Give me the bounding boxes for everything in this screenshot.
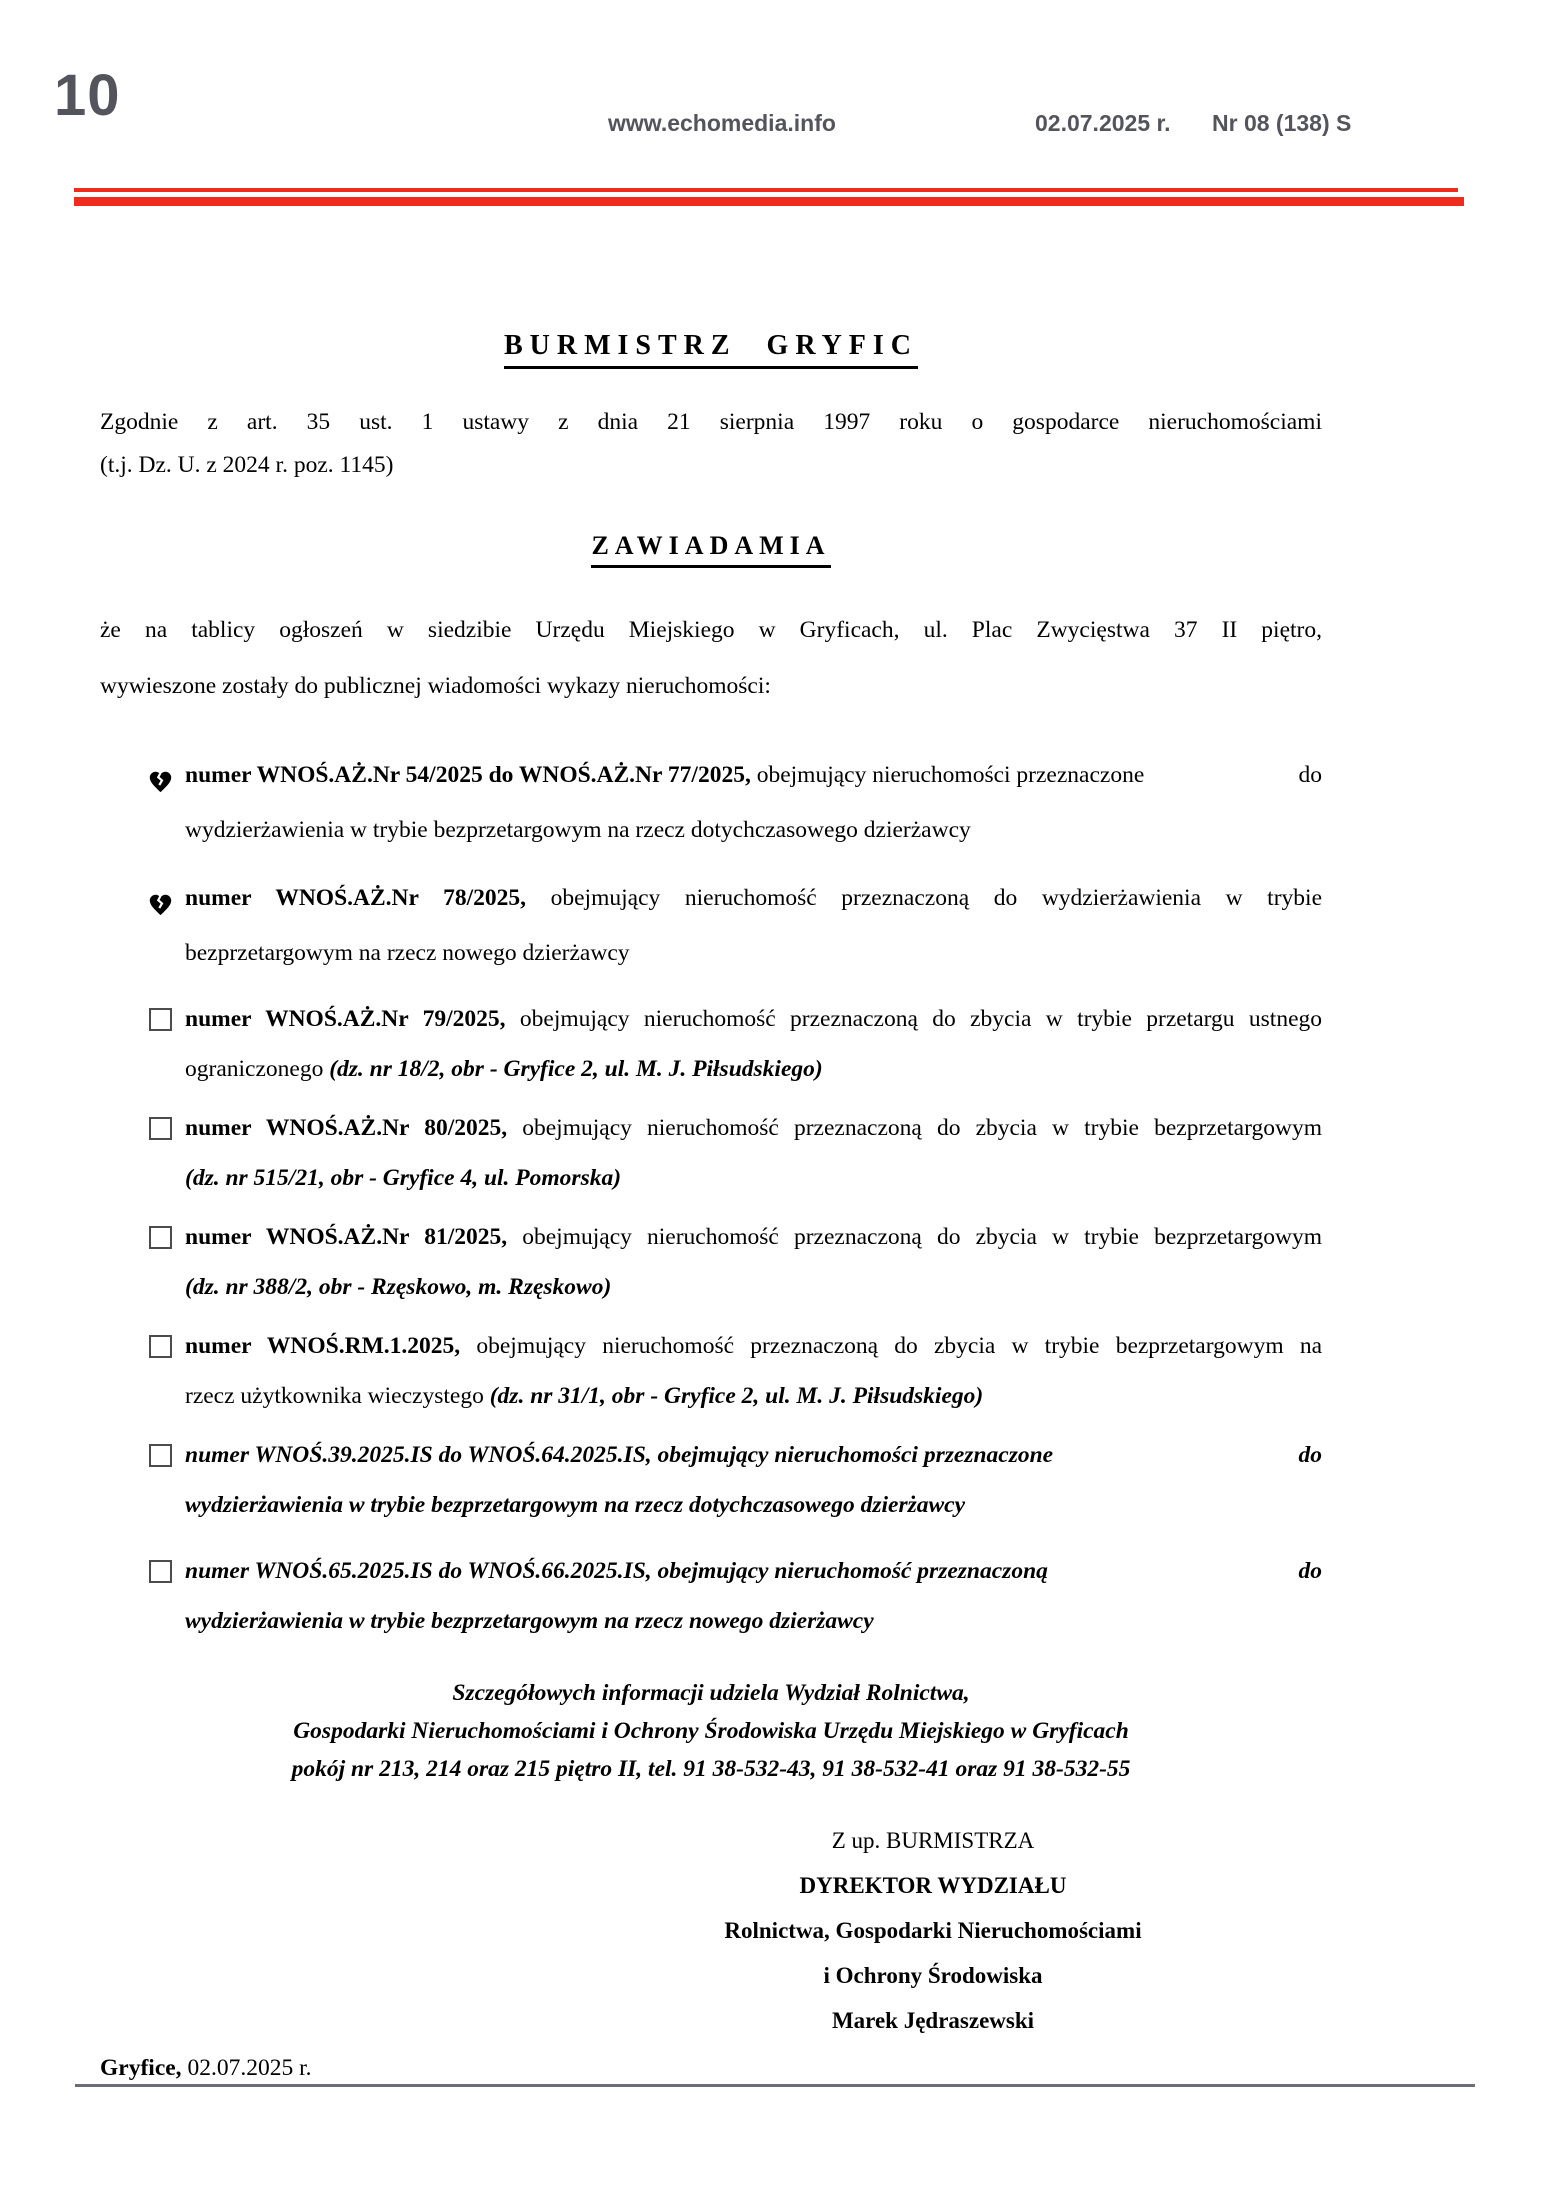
list-item bbox=[185, 1430, 1322, 1530]
checkbox-bullet-icon bbox=[149, 1335, 172, 1358]
contact-info-line: Gospodarki Nieruchomościami i Ochrony Środowiska Urzędu Miejskiego w Gryficach bbox=[293, 1718, 1129, 1744]
text-line bbox=[185, 994, 1322, 1044]
line-main-text bbox=[185, 1430, 1053, 1480]
text-line bbox=[185, 1480, 1322, 1530]
text-line bbox=[185, 803, 1322, 858]
list-item bbox=[185, 871, 1322, 981]
text-segment: obejmujący nieruchomość przeznaczoną do zbycia w trybie przetargu ustnego bbox=[505, 1006, 1322, 1032]
list-item-content bbox=[185, 1546, 1322, 1646]
line-main-text bbox=[185, 1546, 1048, 1596]
text-segment: obejmujący nieruchomość przeznaczoną do zbycia w trybie bezprzetargowym na bbox=[460, 1333, 1322, 1359]
page-number: 10 bbox=[54, 63, 121, 128]
text-segment: rzecz użytkownika wieczystego bbox=[185, 1383, 490, 1409]
text-segment: obejmujący nieruchomość przeznaczoną do zbycia w trybie bezprzetargowym bbox=[507, 1115, 1322, 1141]
text-segment: że na tablicy ogłoszeń w siedzibie Urzędu Miejskiego w Gryficach, ul. Plac Zwycięstwa 37 II piętro, bbox=[100, 617, 1322, 643]
signature-department-line1: Rolnictwa, Gospodarki Nieruchomościami bbox=[724, 1918, 1142, 1943]
list-item bbox=[185, 1103, 1322, 1203]
signature-department-line2: i Ochrony Środowiska bbox=[823, 1963, 1043, 1988]
text-segment: numer WNOŚ.AŻ.Nr 78/2025, bbox=[185, 885, 527, 911]
text-segment: (dz. nr 31/1, obr - Gryfice 2, ul. M. J. Piłsudskiego) bbox=[489, 1383, 984, 1409]
document-title: BURMISTRZ GRYFIC bbox=[504, 330, 918, 369]
list-item-content bbox=[185, 994, 1322, 1094]
bottom-divider bbox=[75, 2084, 1475, 2087]
issue-date: 02.07.2025 r. bbox=[1035, 110, 1171, 136]
list-item-content bbox=[185, 1103, 1322, 1203]
text-segment: (dz. nr 388/2, obr - Rzęskowo, m. Rzęskowo) bbox=[185, 1274, 612, 1300]
text-line bbox=[185, 1371, 1322, 1421]
text-line bbox=[100, 658, 1322, 714]
text-line bbox=[185, 1321, 1322, 1371]
text-segment: numer WNOŚ.AŻ.Nr 81/2025, bbox=[185, 1224, 508, 1250]
text-line bbox=[185, 926, 1322, 981]
text-segment: wydzierżawienia w trybie bezprzetargowym na rzecz dotychczasowego dzierżawcy bbox=[185, 817, 971, 843]
list-item-content bbox=[185, 1212, 1322, 1312]
text-line bbox=[185, 1103, 1322, 1153]
text-line bbox=[185, 1153, 1322, 1203]
text-segment: numer WNOŚ.AŻ.Nr 54/2025 do WNOŚ.AŻ.Nr 77/2025, bbox=[185, 762, 751, 788]
text-segment: numer WNOŚ.AŻ.Nr 79/2025, bbox=[185, 1006, 506, 1032]
text-segment: wydzierżawienia w trybie bezprzetargowym na rzecz dotychczasowego dzierżawcy bbox=[185, 1492, 966, 1518]
checkbox-bullet-icon bbox=[149, 1226, 172, 1249]
line-main-text bbox=[185, 748, 1144, 803]
list-item bbox=[185, 994, 1322, 1094]
title-row bbox=[100, 330, 1322, 369]
list-item bbox=[185, 748, 1322, 858]
document-subtitle: ZAWIADAMIA bbox=[591, 531, 830, 568]
red-rule-thick bbox=[74, 197, 1464, 206]
list-item bbox=[185, 1212, 1322, 1312]
text-line bbox=[185, 871, 1322, 926]
text-segment: Zgodnie z art. 35 ust. 1 ustawy z dnia 21 sierpnia 1997 roku o gospodarce nieruchomościami bbox=[100, 409, 1322, 435]
announcement-document bbox=[100, 330, 1322, 2082]
text-segment: wydzierżawienia w trybie bezprzetargowym na rzecz nowego dzierżawcy bbox=[185, 1608, 874, 1634]
list-item bbox=[185, 1321, 1322, 1421]
list-item-content bbox=[185, 1430, 1322, 1530]
text-segment: numer WNOŚ.39.2025.IS do WNOŚ.64.2025.IS, obejmujący nieruchomości przeznaczone bbox=[185, 1442, 1054, 1468]
text-line bbox=[185, 1546, 1322, 1596]
red-rule-thin bbox=[74, 188, 1458, 192]
text-segment: ograniczonego bbox=[185, 1056, 330, 1082]
text-line bbox=[100, 602, 1322, 658]
list-item-content bbox=[185, 748, 1322, 858]
broken-heart-icon bbox=[147, 884, 174, 910]
text-line bbox=[185, 1212, 1322, 1262]
text-line bbox=[185, 748, 1322, 803]
lead-paragraph bbox=[100, 602, 1322, 714]
line-tail-word: do bbox=[1298, 762, 1322, 788]
checkbox-bullet-icon bbox=[149, 1444, 172, 1467]
subtitle-row bbox=[100, 531, 1322, 568]
text-line bbox=[185, 1596, 1322, 1646]
text-line bbox=[100, 401, 1322, 444]
checkbox-bullet-icon bbox=[149, 1560, 172, 1583]
legal-basis-paragraph bbox=[100, 401, 1322, 487]
dateline-place: Gryfice, bbox=[100, 2055, 182, 2081]
contact-info-block bbox=[100, 1674, 1322, 1788]
text-segment: bezprzetargowym na rzecz nowego dzierżawcy bbox=[185, 940, 630, 966]
line-tail-word: do bbox=[1298, 1558, 1322, 1584]
checkbox-bullet-icon bbox=[149, 1008, 172, 1031]
text-segment: (dz. nr 18/2, obr - Gryfice 2, ul. M. J. Piłsudskiego) bbox=[329, 1056, 823, 1082]
text-line bbox=[185, 1044, 1322, 1094]
signature-block bbox=[633, 1818, 1233, 2043]
dateline bbox=[100, 2055, 1322, 2082]
contact-info-line: Szczegółowych informacji udziela Wydział Rolnictwa, bbox=[452, 1680, 970, 1706]
text-segment: obejmujący nieruchomości przeznaczone bbox=[750, 762, 1145, 788]
text-segment: (dz. nr 515/21, obr - Gryfice 4, ul. Pomorska) bbox=[185, 1165, 622, 1191]
site-url: www.echomedia.info bbox=[608, 110, 836, 136]
signature-name: Marek Jędraszewski bbox=[831, 2008, 1035, 2033]
dateline-date: 02.07.2025 r. bbox=[181, 2055, 312, 2081]
issue-number: Nr 08 (138) S bbox=[1212, 110, 1352, 136]
text-segment: (t.j. Dz. U. z 2024 r. poz. 1145) bbox=[100, 452, 394, 478]
broken-heart-icon bbox=[147, 761, 174, 787]
text-segment: wywieszone zostały do publicznej wiadomości wykazy nieruchomości: bbox=[100, 673, 771, 699]
text-segment: obejmujący nieruchomość przeznaczoną do wydzierżawienia w trybie bbox=[526, 885, 1322, 911]
text-segment: numer WNOŚ.65.2025.IS do WNOŚ.66.2025.IS, obejmujący nieruchomość przeznaczoną bbox=[185, 1558, 1048, 1584]
list-item bbox=[185, 1546, 1322, 1646]
list-item-content bbox=[185, 871, 1322, 981]
text-segment: numer WNOŚ.RM.1.2025, bbox=[185, 1333, 461, 1359]
text-line bbox=[100, 444, 1322, 487]
notice-list bbox=[100, 748, 1322, 1646]
text-segment: obejmujący nieruchomość przeznaczoną do zbycia w trybie bezprzetargowym bbox=[507, 1224, 1322, 1250]
checkbox-bullet-icon bbox=[149, 1117, 172, 1140]
signature-per-pro: Z up. BURMISTRZA bbox=[831, 1828, 1035, 1853]
signature-role: DYREKTOR WYDZIAŁU bbox=[799, 1873, 1067, 1898]
text-line bbox=[185, 1430, 1322, 1480]
text-segment: numer WNOŚ.AŻ.Nr 80/2025, bbox=[185, 1115, 508, 1141]
contact-info-line: pokój nr 213, 214 oraz 215 piętro II, tel. 91 38-532-43, 91 38-532-41 oraz 91 38-532-55 bbox=[291, 1756, 1131, 1782]
list-item-content bbox=[185, 1321, 1322, 1421]
text-line bbox=[185, 1262, 1322, 1312]
line-tail-word: do bbox=[1298, 1442, 1322, 1468]
